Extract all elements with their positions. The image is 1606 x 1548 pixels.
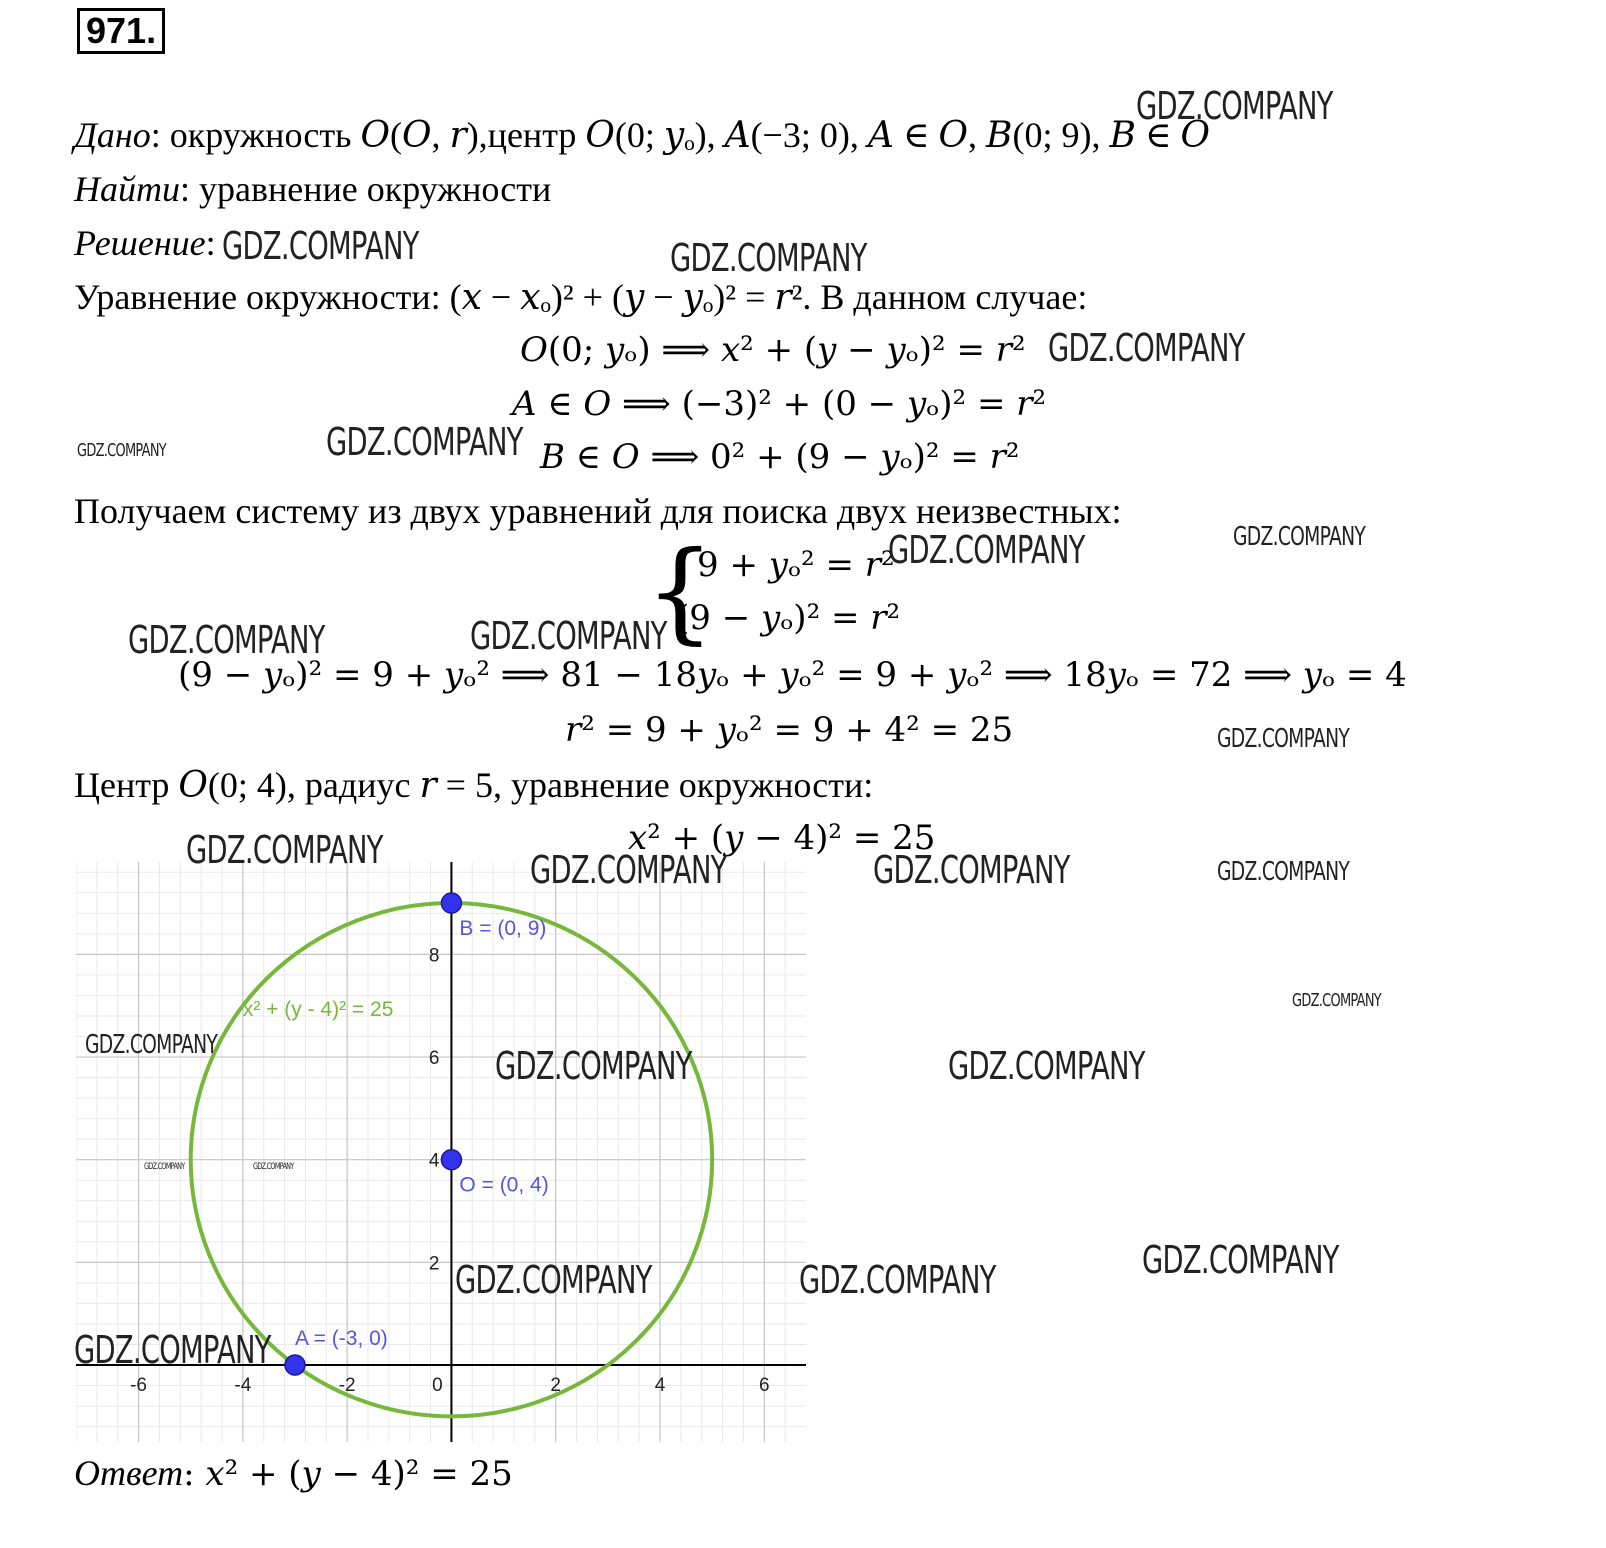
derivation: (9 − 𝑦ₒ)² = 9 + 𝑦ₒ² ⟹ 81 − 18𝑦ₒ + 𝑦ₒ² = 9 + 𝑦ₒ² ⟹ 18𝑦ₒ = 72 ⟹ 𝑦ₒ = 4 <box>178 655 1407 695</box>
watermark: GDZ.COMPANY <box>222 224 419 268</box>
given-text: : окружность 𝑂(𝑂, 𝑟),центр 𝑂(0; 𝑦ₒ), 𝐴(−3; 0), 𝐴 ∈ 𝑂, 𝐵(0; 9), 𝐵 ∈ 𝑂 <box>150 115 1211 155</box>
watermark: GDZ.COMPANY <box>128 618 325 662</box>
problem-number: 971. <box>77 8 165 54</box>
watermark: GDZ.COMPANY <box>948 1044 1145 1088</box>
answer-text: : 𝑥² + (𝑦 − 4)² = 25 <box>183 1454 513 1494</box>
watermark: GDZ.COMPANY <box>495 1044 692 1088</box>
watermark: GDZ.COMPANY <box>74 1328 271 1372</box>
answer-line <box>74 1452 513 1494</box>
watermark: GDZ.COMPANY <box>1142 1238 1339 1282</box>
given-line <box>74 114 1210 156</box>
watermark: GDZ.COMPANY <box>1292 990 1381 1011</box>
point-label-b: B = (0, 9) <box>459 917 547 941</box>
final-equation: 𝑥² + (𝑦 − 4)² = 25 <box>628 818 936 858</box>
equation-intro: Уравнение окружности: (𝑥 − 𝑥ₒ)² + (𝑦 − 𝑦ₒ)² = 𝑟². В данном случае: <box>74 277 1088 317</box>
point-a <box>285 1355 305 1375</box>
y-tick-label: 6 <box>428 1048 440 1070</box>
watermark: GDZ.COMPANY <box>253 1162 294 1172</box>
given-label: Дано <box>74 115 151 155</box>
system-intro: Получаем систему из двух уравнений для поиска двух неизвестных: <box>74 491 1122 531</box>
equation-point-a: 𝐴 ∈ 𝑂 ⟹ (−3)² + (0 − 𝑦ₒ)² = 𝑟² <box>512 384 1047 424</box>
watermark: GDZ.COMPANY <box>530 848 727 892</box>
watermark: GDZ.COMPANY <box>888 528 1085 572</box>
watermark: GDZ.COMPANY <box>85 1030 218 1060</box>
y-tick-label: 2 <box>428 1253 440 1275</box>
y-tick-label: 4 <box>428 1150 440 1172</box>
x-tick-label: 0 <box>432 1375 443 1397</box>
x-tick-label: -2 <box>338 1375 356 1397</box>
equation-center: 𝑂(0; 𝑦ₒ) ⟹ 𝑥² + (𝑦 − 𝑦ₒ)² = 𝑟² <box>520 330 1026 370</box>
watermark: GDZ.COMPANY <box>77 440 166 461</box>
point-label-a: A = (-3, 0) <box>295 1327 388 1351</box>
circle-label: x² + (y - 4)² = 25 <box>242 997 394 1021</box>
find-label: Найти <box>74 169 180 209</box>
find-text: : уравнение окружности <box>180 169 552 209</box>
x-tick-label: -4 <box>234 1375 252 1397</box>
point-o <box>441 1150 461 1170</box>
point-b <box>441 893 461 913</box>
system-row-1: 9 + 𝑦ₒ² = 𝑟² <box>697 545 895 585</box>
center-radius-text: Центр 𝑂(0; 4), радиус 𝑟 = 5, уравнение окружности: <box>74 765 874 805</box>
solution-label: Решение <box>74 223 206 263</box>
answer-label: Ответ <box>74 1453 184 1493</box>
solution-line <box>74 222 216 264</box>
radius-calculation: 𝑟² = 9 + 𝑦ₒ² = 9 + 4² = 25 <box>565 710 1014 750</box>
watermark: GDZ.COMPANY <box>455 1258 652 1302</box>
equation-point-b: 𝐵 ∈ 𝑂 ⟹ 0² + (9 − 𝑦ₒ)² = 𝑟² <box>540 437 1020 477</box>
watermark: GDZ.COMPANY <box>1136 84 1333 128</box>
watermark: GDZ.COMPANY <box>186 828 383 872</box>
x-tick-label: 6 <box>758 1375 770 1397</box>
watermark: GDZ.COMPANY <box>873 848 1070 892</box>
watermark: GDZ.COMPANY <box>670 236 867 280</box>
find-line <box>74 168 551 210</box>
system-row-2: (9 − 𝑦ₒ)² = 𝑟² <box>676 598 901 638</box>
watermark: GDZ.COMPANY <box>799 1258 996 1302</box>
points-group <box>285 893 549 1375</box>
y-tick-label: 8 <box>428 945 440 967</box>
watermark: GDZ.COMPANY <box>1217 857 1350 887</box>
solution-colon: : <box>205 223 216 263</box>
watermark: GDZ.COMPANY <box>470 614 667 658</box>
system-brace: { <box>645 527 715 655</box>
watermark: GDZ.COMPANY <box>1048 326 1245 370</box>
watermark: GDZ.COMPANY <box>1233 522 1366 552</box>
x-tick-label: 4 <box>654 1375 666 1397</box>
watermark: GDZ.COMPANY <box>326 420 523 464</box>
x-tick-label: 2 <box>550 1375 562 1397</box>
watermark: GDZ.COMPANY <box>144 1162 185 1172</box>
x-tick-label: -6 <box>130 1375 148 1397</box>
watermark: GDZ.COMPANY <box>1217 724 1350 754</box>
point-label-o: O = (0, 4) <box>459 1173 549 1197</box>
